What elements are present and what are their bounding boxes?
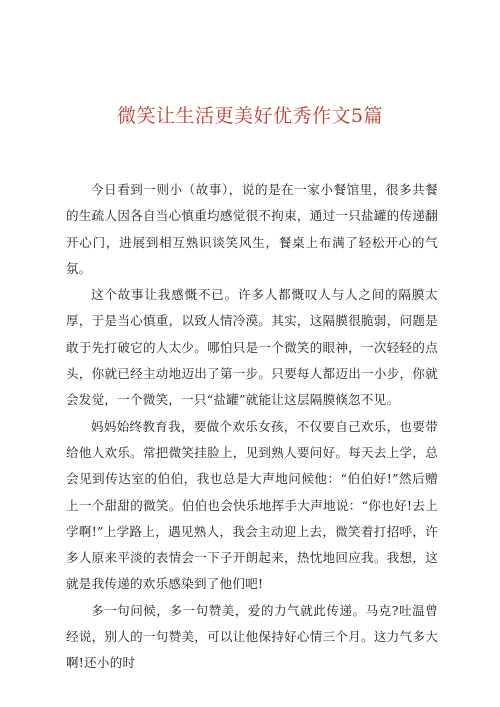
paragraph: 妈妈始终教育我，要做个欢乐女孩，不仅要自己欢乐，也要带给他人欢乐。常把微笑挂脸上，见到熟人要问好。每天去上学，总会见到传达室的伯伯，我也总是大声地问候他：“伯伯好!”然后赠上一个甜甜的微笑。伯伯也会快乐地挥手大声地说：“你也好!去上学啊!”上学路上，遇见熟人，我会主动迎上去，微笑着打招呼，许多人原来平淡的表情会一下子开朗起来，热忱地回应我。我想，这就是我传递的欢乐感染到了他们吧! [66, 418, 438, 592]
article-body [66, 177, 438, 677]
paragraph: 这个故事让我感慨不已。许多人都慨叹人与人之间的隔膜太厚，于是当心慎重，以致人情冷漠。其实，这隔膜很脆弱，问题是敢于先打破它的人太少。哪怕只是一个微笑的眼神，一次轻轻的点头，你就已经主动地迈出了第一步。只要每人都迈出一小步，你就会发觉，一个微笑，一只“盐罐”就能让这层隔膜倏忽不见。 [66, 287, 438, 408]
paragraph: 今日看到一则小（故事），说的是在一家小餐馆里，很多共餐的生疏人因各自当心慎重均感觉很不拘束，通过一只盐罐的传递翻开心门，进展到相互熟识谈笑风生，餐桌上布满了轻松开心的气氛。 [66, 182, 438, 276]
paragraph: 多一句问候，多一句赞美，爱的力气就此传递。马克?吐温曾经说，别人的一句赞美，可以让他保持好心情三个月。这力气多大啊!还小的时 [66, 602, 438, 671]
page-title: 微笑让生活更美好优秀作文5篇 [116, 105, 384, 127]
